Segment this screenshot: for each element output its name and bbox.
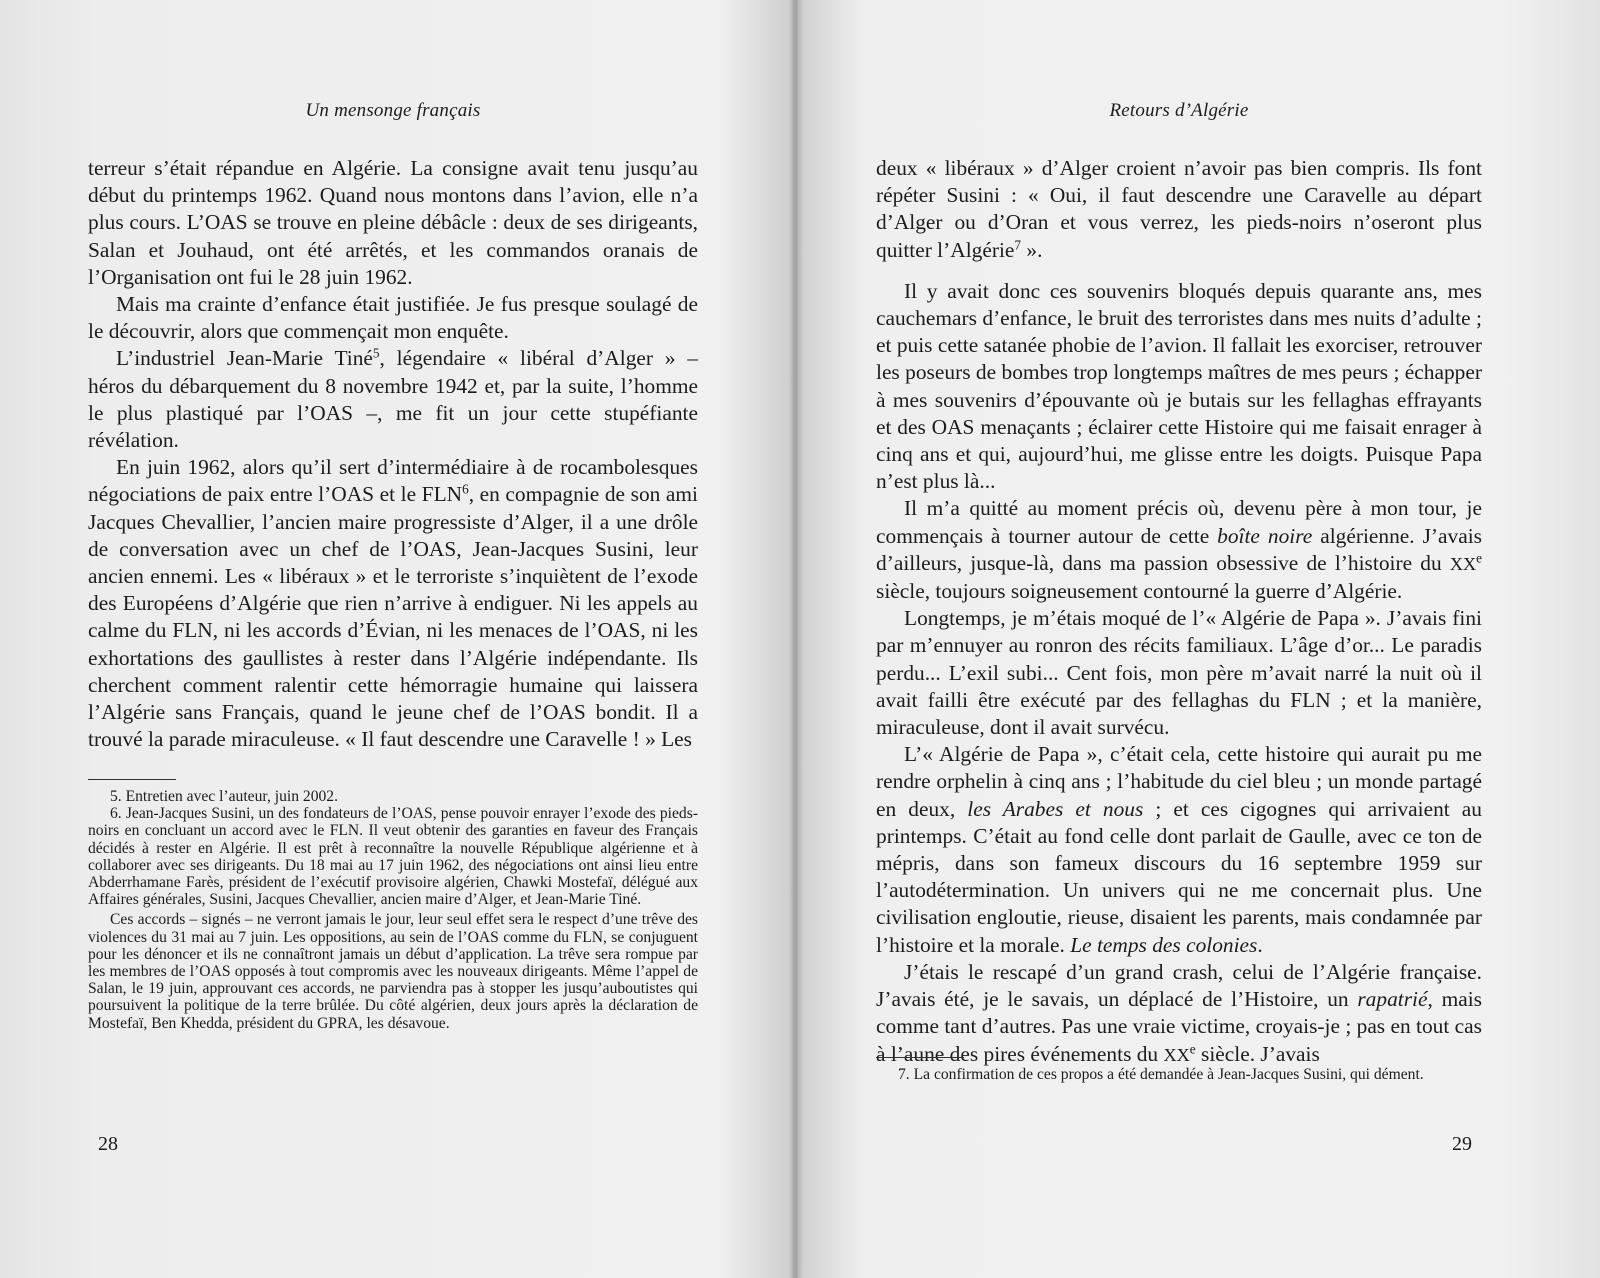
paragraph-text: En juin 1962, alors qu’il sert d’intermédiaire à de rocambolesques négociations de paix entre l’OAS et le FLN <box>88 455 698 507</box>
paragraph <box>876 495 1482 605</box>
paragraph-text: ; et ces cigognes qui arrivaient au printemps. C’était au fond celle dont parlait de Gaulle, avec ce ton de mépris, dans son fameux discours du 16 septembre 1959 sur l’autodétermination. Un univers qui ne me concernait plus. Une civilisation engloutie, rieuse, disaient les parents, mais condamnée par l’histoire et la morale. <box>876 796 1482 957</box>
footnote-6: 6. Jean-Jacques Susini, un des fondateurs de l’OAS, pense pouvoir enrayer l’exode des pieds-noirs en concluant un accord avec le FLN. Il veut obtenir des garanties en faveur des Français décidés à rester en Algérie. Il est prêt à reconnaître la nouvelle République algérienne et à collaborer avec ses dirigeants. Du 18 mai au 17 juin 1962, des négociations ont ainsi lieu entre Abderrhamane Farès, président de l’exécutif provisoire algérien, Chawki Mostefaï, délégué aux Affaires générales, Susini, Jacques Chevallier, ancien maire d’Alger, et Jean-Marie Tiné. <box>88 805 698 909</box>
footnote-5: 5. Entretien avec l’auteur, juin 2002. <box>110 788 339 805</box>
century-numeral: XX <box>1163 1044 1190 1065</box>
paragraph-text: Il m’a quitté au moment précis où, devenu père à mon tour, je commençais à tourner autour de cette <box>876 496 1482 548</box>
italic-phrase: rapatrié <box>1357 987 1428 1012</box>
ordinal-suffix: e <box>1189 1041 1196 1057</box>
footnote-ref-7: 7 <box>1014 237 1022 253</box>
paragraph: Mais ma crainte d’enfance était justifiée. Je fus presque soulagé de le découvrir, alors que commençait mon enquête. <box>88 292 698 344</box>
footnote-7: 7. La confirmation de ces propos a été demandée à Jean-Jacques Susini, qui dément. <box>898 1066 1424 1083</box>
footnote-rule <box>876 1057 964 1058</box>
footnote-ref-5: 5 <box>372 346 380 362</box>
paragraph-text: ». <box>1021 237 1043 262</box>
right-body-text <box>876 155 1482 1069</box>
paragraph-text: siècle. J’avais <box>1195 1041 1320 1066</box>
paragraph-text: , légendaire « libéral d’Alger » – héros du débarquement du 8 novembre 1942 et, par la suite, l’homme le plus plastiqué par l’OAS –, me fit un jour cette stupéfiante révélation. <box>88 346 698 453</box>
paragraph-text: L’« Algérie de Papa », c’était cela, cette histoire qui aurait pu me rendre orphelin à cinq ans ; l’habitude du ciel bleu ; un monde partagé en deux, <box>876 742 1482 821</box>
left-running-head: Un mensonge français <box>305 100 481 121</box>
paragraph <box>88 454 698 753</box>
paragraph: Longtemps, je m’étais moqué de l’« Algérie de Papa ». J’avais fini par m’ennuyer au ronron des récits familiaux. L’âge d’or... Le paradis perdu... L’exil subi... Cent fois, mon père m’avait narré la nuit où il avait failli être exécuté par des fellaghas du FLN ; et la manière, miraculeuse, dont il avait survécu. <box>876 606 1482 740</box>
paragraph-text: , mais comme tant d’autres. Pas une vraie victime, croyais-je ; pas en tout cas à l’aune des pires événements du <box>876 987 1482 1066</box>
paragraph-text: , en compagnie de son ami Jacques Chevallier, l’ancien maire progressiste d’Alger, il a une drôle de conversation avec un chef de l’OAS, Jean-Jacques Susini, leur ancien ennemi. Les « libéraux » et le terroriste s’inquiètent de l’exode des Européens d’Algérie que rien n’arrive à endiguer. Ni les appels au calme du FLN, ni les accords d’Évian, ni les menaces de l’OAS, ni les exhortations des gaullistes à rester dans l’Algérie indépendante. Ils cherchent comment ralentir cette hémorragie humaine qui laissera l’Algérie sans Français, quand le jeune chef de l’OAS bondit. Il a trouvé la parade miraculeuse. « Il faut descendre une Caravelle ! » Les <box>88 482 698 752</box>
paragraph <box>876 155 1482 264</box>
paragraph-text: . <box>1257 932 1263 957</box>
paragraph <box>88 345 698 454</box>
right-page <box>876 0 1482 1278</box>
footnote-6-continued: Ces accords – signés – ne verront jamais le jour, leur seul effet sera le respect d’une trêve des violences du 31 mai au 7 juin. Les oppositions, au sein de l’OAS comme du FLN, se conjuguent pour les dénoncer et ils ne connaîtront jamais un début d’application. La trêve sera rompue par les membres de l’OAS opposés à tout compromis avec les nouveaux dirigeants. Même l’appel de Salan, le 19 juin, approuvant ces accords, ne parviendra pas à stopper les jusqu’auboutistes qui poursuivent la politique de la terre brûlée. Du côté algérien, deux jours après la déclaration de Mostefaï, Ben Khedda, président du GPRA, les désavoue. <box>88 911 698 1032</box>
italic-phrase: les Arabes et nous <box>967 796 1144 821</box>
paragraph-text: siècle, toujours soigneusement contourné la guerre d’Algérie. <box>876 579 1403 604</box>
paragraph-text: algérienne. J’avais d’ailleurs, jusque-là, dans ma passion obsessive de l’histoire du <box>876 523 1482 575</box>
right-running-head: Retours d’Algérie <box>1109 100 1249 121</box>
left-body-text <box>88 155 698 753</box>
right-footnotes <box>876 1057 1482 1083</box>
paragraph-text: deux « libéraux » d’Alger croient n’avoir pas bien compris. Ils font répéter Susini : « Oui, il faut descendre une Caravelle au départ d’Alger ou d’Oran et vous verrez, les pieds-noirs n’oseront plus quitter l’Algérie <box>876 156 1482 262</box>
left-page <box>88 0 698 1278</box>
paragraph: Il y avait donc ces souvenirs bloqués depuis quarante ans, mes cauchemars d’enfance, le bruit des terroristes dans mes nuits d’adulte ; et puis cette satanée phobie de l’avion. Il fallait les exorciser, retrouver les poseurs de bombes trop longtemps maîtres de mes peurs ; échapper à mes souvenirs d’épouvante où je butais sur les fellaghas effrayants et des OAS menaçants ; éclairer cette Histoire qui me faisait enrager à cinq ans et qui, aujourd’hui, me glisse entre les doigts. Puisque Papa n’est plus là... <box>876 278 1482 494</box>
footnote-rule <box>88 779 176 780</box>
century-numeral: XX <box>1449 553 1477 574</box>
paragraph: terreur s’était répandue en Algérie. La consigne avait tenu jusqu’au début du printemps 1962. Quand nous montons dans l’avion, elle n’a plus cours. L’OAS se trouve en pleine débâcle : deux de ses dirigeants, Salan et Jouhaud, ont été arrêtés, et les commandos oranais de l’Organisation ont fui le 28 juin 1962. <box>88 156 698 289</box>
paragraph <box>876 741 1482 959</box>
page-number-left: 28 <box>98 1133 118 1155</box>
paragraph <box>876 959 1482 1069</box>
paragraph-text: J’étais le rescapé d’un grand crash, celui de l’Algérie française. J’avais été, je le savais, un déplacé de l’Histoire, un <box>876 959 1482 1012</box>
italic-phrase: boîte noire <box>1217 523 1313 548</box>
ordinal-suffix: e <box>1476 550 1482 566</box>
paragraph-text: L’industriel Jean-Marie Tiné <box>116 346 373 371</box>
book-gutter <box>790 0 804 1278</box>
italic-phrase: Le temps des colonies <box>1070 932 1258 957</box>
left-footnotes <box>88 779 698 1032</box>
footnote-ref-6: 6 <box>462 482 469 498</box>
page-number-right: 29 <box>1452 1133 1472 1155</box>
